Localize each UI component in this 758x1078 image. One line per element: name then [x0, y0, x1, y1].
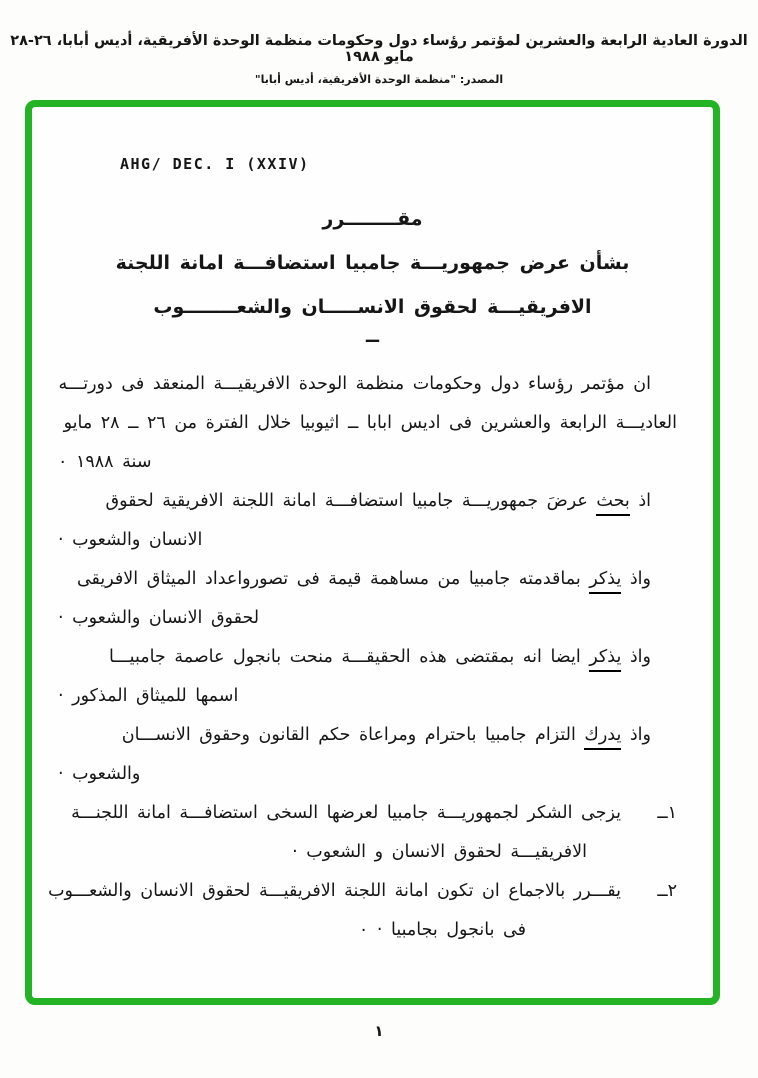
item-line: فى بانجول بجامبيا · ٠	[358, 920, 526, 940]
item-number: ١ــ	[657, 803, 677, 823]
document-frame	[25, 100, 720, 1005]
paragraph-line	[58, 560, 677, 599]
line-lead: واذ	[621, 569, 651, 589]
underlined-word: بحث	[596, 491, 629, 516]
item-line: يقـــرر بالاجماع ان تكون امانة اللجنة الافريقيـــة لحقوق الانسان والشعـــوب	[48, 881, 621, 901]
page-header	[0, 33, 758, 86]
decision-item	[58, 794, 677, 872]
paragraph-line	[58, 638, 677, 677]
header-session-line: الدورة العادية الرابعة والعشرين لمؤتمر رؤساء دول وحكومات منظمة الوحدة الأفريقية، أديس أبابا، ٢٦-٢٨ مايو ١٩٨٨	[10, 33, 748, 65]
underlined-word: يذكر	[589, 647, 621, 672]
header-source-line: المصدر: "منظمة الوحدة الأفريقية، أديس أبابا"	[254, 73, 504, 86]
title-line-2: بشأن عرض جمهوريـــة جامبيا استضافـــة امانة اللجنة	[115, 252, 630, 274]
paragraph-line	[58, 482, 677, 521]
title-line-3: الافريقيـــة لحقوق الانســـــان والشعــــــــوب	[153, 296, 592, 318]
line-lead: واذ	[621, 647, 651, 667]
paragraph-line: الانسان والشعوب ·	[58, 530, 203, 550]
paragraph-line	[58, 716, 677, 755]
paragraph-line: والشعوب ·	[58, 764, 141, 784]
item-text	[58, 794, 621, 872]
paragraph-line: سنة ١٩٨٨ ٠	[58, 452, 152, 472]
item-line: يزجى الشكر لجمهوريـــة جامبيا لعرضها السخى استضافـــة امانة اللجنـــة	[71, 803, 621, 823]
underlined-word: يذكر	[589, 569, 621, 594]
document-title	[32, 197, 713, 351]
item-line: الافريقيـــة لحقوق الانسان و الشعوب ·	[292, 842, 587, 862]
item-number: ٢ــ	[657, 881, 677, 901]
page-number: ١	[374, 1022, 384, 1040]
line-rest: عرضَ جمهوريـــة جامبيا استضافـــة امانة اللجنة الافريقية لحقوق	[105, 491, 597, 511]
underlined-word: يدرك	[584, 725, 621, 750]
paragraph-line: اسمها للميثاق المذكور ·	[58, 686, 239, 706]
line-rest: ايضا انه بمقتضى هذه الحقيقـــة منحت بانجول عاصمة جامبيـــا	[108, 647, 590, 667]
line-lead: اذ	[629, 491, 651, 511]
title-word: مقــــــــرر	[322, 208, 423, 230]
paragraph-line: العاديـــة الرابعة والعشرين فى اديس ابابا ــ اثيوبيا خلال الفترة من ٢٦ ــ ٢٨ مايو	[63, 413, 677, 433]
document-body	[48, 365, 677, 950]
document-reference: AHG/ DEC. I (XXIV)	[120, 155, 310, 173]
line-rest: بماقدمته جامبيا من مساهمة قيمة فى تصورواعداد الميثاق الافريقى	[76, 569, 590, 589]
item-text	[48, 872, 621, 950]
line-lead: واذ	[621, 725, 651, 745]
title-separator: ــ	[366, 325, 379, 347]
line-rest: التزام جامبيا باحترام ومراعاة حكم القانون وحقوق الانســـان	[121, 725, 585, 745]
paragraph-line: ان مؤتمر رؤساء دول وحكومات منظمة الوحدة الافريقيـــة المنعقد فى دورتـــه	[58, 374, 651, 394]
decision-item	[48, 872, 677, 950]
paragraph-line: لحقوق الانسان والشعوب ·	[58, 608, 260, 628]
